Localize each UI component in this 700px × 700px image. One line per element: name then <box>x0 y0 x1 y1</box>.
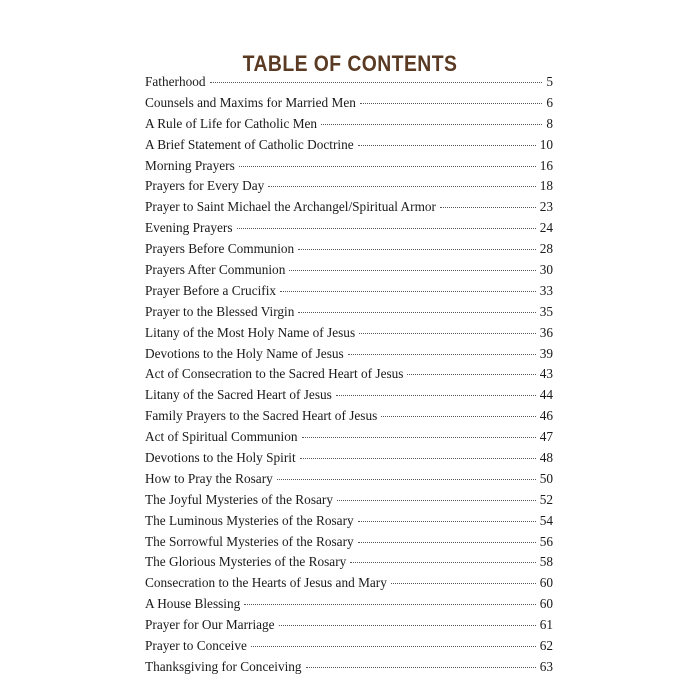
toc-entry <box>145 387 553 408</box>
dot-leader <box>298 249 536 250</box>
toc-entry-title: Devotions to the Holy Spirit <box>145 450 296 466</box>
toc-entry-title: The Sorrowful Mysteries of the Rosary <box>145 533 354 549</box>
dot-leader <box>337 500 536 501</box>
toc-entry <box>145 450 553 471</box>
dot-leader <box>239 166 536 167</box>
toc-entry <box>145 116 553 137</box>
toc-entry-page-number: 52 <box>539 491 553 507</box>
dot-leader <box>358 521 536 522</box>
toc-entry-page-number: 18 <box>539 178 553 194</box>
toc-entry-page-number: 43 <box>539 366 553 382</box>
dot-leader <box>359 333 536 334</box>
dot-leader <box>358 145 536 146</box>
toc-entry-page-number: 39 <box>539 345 553 361</box>
dot-leader <box>280 291 536 292</box>
toc-entry-title: Act of Spiritual Communion <box>145 429 298 445</box>
toc-entry <box>145 178 553 199</box>
toc-entry <box>145 74 553 95</box>
toc-entry-page-number: 8 <box>546 115 553 131</box>
toc-entry <box>145 596 553 617</box>
toc-entry <box>145 513 553 534</box>
toc-entry <box>145 408 553 429</box>
dot-leader <box>298 312 535 313</box>
toc-entry-title: Prayers After Communion <box>145 262 286 278</box>
toc-entry <box>145 534 553 555</box>
dot-leader <box>279 625 536 626</box>
toc-entry-title: Evening Prayers <box>145 220 233 236</box>
dot-leader <box>348 354 536 355</box>
toc-entry-page-number: 58 <box>539 554 553 570</box>
dot-leader <box>302 437 536 438</box>
toc-entry-title: Thanksgiving for Conceiving <box>145 658 302 674</box>
toc-entry <box>145 617 553 638</box>
dot-leader <box>306 667 536 668</box>
dot-leader <box>407 374 535 375</box>
toc-entry-title: Prayer Before a Crucifix <box>145 282 277 298</box>
toc-entry-page-number: 24 <box>539 220 553 236</box>
toc-entry-title: The Glorious Mysteries of the Rosary <box>145 554 347 570</box>
toc-entry-title: A House Blessing <box>145 596 241 612</box>
toc-entry-page-number: 47 <box>539 429 553 445</box>
toc-entry-page-number: 10 <box>539 136 553 152</box>
toc-entry <box>145 471 553 492</box>
toc-entry <box>145 262 553 283</box>
dot-leader <box>391 583 536 584</box>
dot-leader <box>336 395 536 396</box>
toc-entry <box>145 492 553 513</box>
toc-entry-title: Act of Consecration to the Sacred Heart of Jesus <box>145 366 404 382</box>
toc-entry-page-number: 36 <box>539 324 553 340</box>
toc-entry-page-number: 48 <box>539 450 553 466</box>
dot-leader <box>350 562 535 563</box>
toc-entry <box>145 137 553 158</box>
page-title: TABLE OF CONTENTS <box>242 50 458 76</box>
toc-entry <box>145 366 553 387</box>
toc-entry-page-number: 30 <box>539 262 553 278</box>
toc-entry-page-number: 50 <box>539 470 553 486</box>
toc-entry <box>145 95 553 116</box>
dot-leader <box>289 270 535 271</box>
toc-entry-page-number: 6 <box>546 94 553 110</box>
toc-entry <box>145 575 553 596</box>
toc-entry <box>145 429 553 450</box>
dot-leader <box>277 479 536 480</box>
dot-leader <box>381 416 535 417</box>
toc-entry-title: The Luminous Mysteries of the Rosary <box>145 512 354 528</box>
toc-entry-page-number: 60 <box>539 575 553 591</box>
toc-entry-page-number: 61 <box>539 617 553 633</box>
table-of-contents-list <box>145 74 553 680</box>
toc-entry <box>145 220 553 241</box>
dot-leader <box>210 82 543 83</box>
toc-entry-page-number: 63 <box>539 658 553 674</box>
toc-entry-page-number: 5 <box>546 74 553 89</box>
toc-entry-page-number: 23 <box>539 199 553 215</box>
toc-entry-page-number: 33 <box>539 282 553 298</box>
dot-leader <box>244 604 535 605</box>
toc-entry-title: A Brief Statement of Catholic Doctrine <box>145 136 354 152</box>
toc-entry-title: Consecration to the Hearts of Jesus and Mary <box>145 575 387 591</box>
toc-entry-page-number: 44 <box>539 387 553 403</box>
toc-entry <box>145 241 553 262</box>
toc-entry-page-number: 54 <box>539 512 553 528</box>
toc-entry-title: Prayer to Conceive <box>145 638 247 654</box>
toc-entry-page-number: 56 <box>539 533 553 549</box>
toc-entry <box>145 199 553 220</box>
toc-entry-title: Prayer to Saint Michael the Archangel/Spiritual Armor <box>145 199 436 215</box>
toc-entry-page-number: 46 <box>539 408 553 424</box>
dot-leader <box>321 124 542 125</box>
toc-entry <box>145 346 553 367</box>
toc-entry <box>145 554 553 575</box>
toc-entry-title: Prayers for Every Day <box>145 178 265 194</box>
toc-entry-page-number: 62 <box>539 638 553 654</box>
toc-entry-title: The Joyful Mysteries of the Rosary <box>145 491 333 507</box>
toc-entry-title: A Rule of Life for Catholic Men <box>145 115 318 131</box>
toc-entry-page-number: 16 <box>539 157 553 173</box>
toc-entry-title: Fatherhood <box>145 74 206 89</box>
toc-entry-title: Devotions to the Holy Name of Jesus <box>145 345 344 361</box>
toc-entry-page-number: 35 <box>539 303 553 319</box>
dot-leader <box>358 542 536 543</box>
dot-leader <box>251 646 536 647</box>
toc-entry-title: Litany of the Most Holy Name of Jesus <box>145 324 356 340</box>
toc-entry <box>145 283 553 304</box>
dot-leader <box>268 186 535 187</box>
dot-leader <box>300 458 536 459</box>
toc-entry <box>145 325 553 346</box>
toc-entry <box>145 304 553 325</box>
dot-leader <box>237 228 536 229</box>
toc-entry <box>145 638 553 659</box>
toc-entry-title: Morning Prayers <box>145 157 235 173</box>
toc-entry-page-number: 28 <box>539 241 553 257</box>
toc-entry <box>145 158 553 179</box>
dot-leader <box>360 103 542 104</box>
dot-leader <box>440 207 536 208</box>
toc-entry-title: How to Pray the Rosary <box>145 470 273 486</box>
toc-entry-title: Prayers Before Communion <box>145 241 295 257</box>
toc-entry-title: Prayer for Our Marriage <box>145 617 275 633</box>
toc-entry-title: Litany of the Sacred Heart of Jesus <box>145 387 332 403</box>
toc-entry-title: Counsels and Maxims for Married Men <box>145 94 356 110</box>
toc-entry-page-number: 60 <box>539 596 553 612</box>
toc-entry <box>145 659 553 680</box>
toc-entry-title: Prayer to the Blessed Virgin <box>145 303 295 319</box>
toc-entry-title: Family Prayers to the Sacred Heart of Jesus <box>145 408 378 424</box>
